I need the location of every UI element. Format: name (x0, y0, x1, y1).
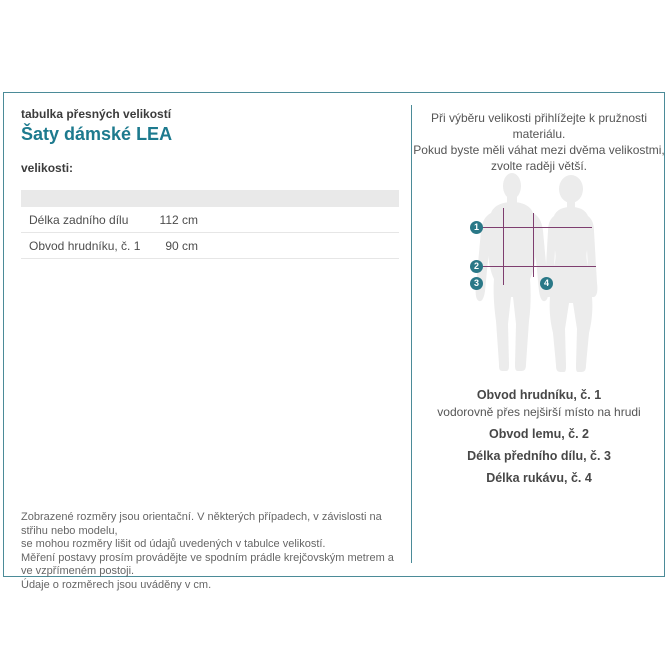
marker-badge-2: 2 (470, 260, 483, 273)
measurement-label: Obvod hrudníku, č. 1 (29, 238, 141, 253)
legend-item-front-length: Délka předního dílu, č. 3 (467, 449, 611, 463)
marker-badge-3: 3 (470, 277, 483, 290)
disclaimer-line: Zobrazené rozměry jsou orientační. V některých případech, v závislosti na střihu nebo modelu, (21, 511, 382, 537)
legend-item-chest-note: vodorovně přes nejširší místo na hrudi (437, 405, 641, 419)
male-torso (488, 202, 537, 279)
female-legs (550, 297, 593, 372)
disclaimer-line: Údaje o rozměrech jsou uváděny v cm. (21, 578, 212, 591)
sizes-label: velikosti: (21, 161, 74, 175)
hem-measure-line (482, 266, 596, 267)
advice-line: Při výběru velikosti přihlížejte k pružnosti materiálu. (430, 111, 648, 141)
body-silhouettes-figure (438, 169, 658, 379)
measurement-value: 90 cm (165, 238, 198, 253)
marker-badge-4: 4 (540, 277, 553, 290)
measurement-label: Délka zadního dílu (29, 212, 129, 227)
disclaimer-line: Měření postavy prosím provádějte ve spodním prádle krejčovským metrem a ve vzpřímeném postoji. (21, 551, 394, 577)
legend-item-chest: Obvod hrudníku, č. 1 (476, 388, 602, 402)
marker-badge-1: 1 (470, 221, 483, 234)
size-table (21, 207, 399, 259)
table-header-bar (21, 190, 399, 207)
advice-line: Pokud byste měli váhat mezi dvěma velikostmi, (413, 143, 665, 157)
table-eyebrow-label: tabulka přesných velikostí (21, 107, 172, 121)
sleeve-length-measure-line (533, 213, 534, 277)
chest-measure-line (482, 227, 592, 228)
measurement-legend (412, 388, 666, 485)
product-title: Šaty dámské LEA (21, 124, 173, 144)
content-panel (3, 92, 665, 591)
size-advice-text (412, 110, 666, 174)
advice-line: zvolte raději větší. (490, 159, 588, 173)
legend-item-sleeve-length: Délka rukávu, č. 4 (486, 471, 592, 485)
legend-item-hem: Obvod lemu, č. 2 (488, 427, 590, 441)
measurement-value: 112 cm (159, 212, 198, 227)
table-row (21, 233, 399, 259)
female-torso (550, 207, 593, 297)
disclaimer-text (21, 511, 401, 592)
disclaimer-line: se mohou rozměry lišit od údajů uvedených v tabulce velikostí. (21, 538, 326, 550)
male-legs (494, 279, 531, 371)
front-length-measure-line (503, 208, 504, 285)
table-row (21, 207, 399, 233)
